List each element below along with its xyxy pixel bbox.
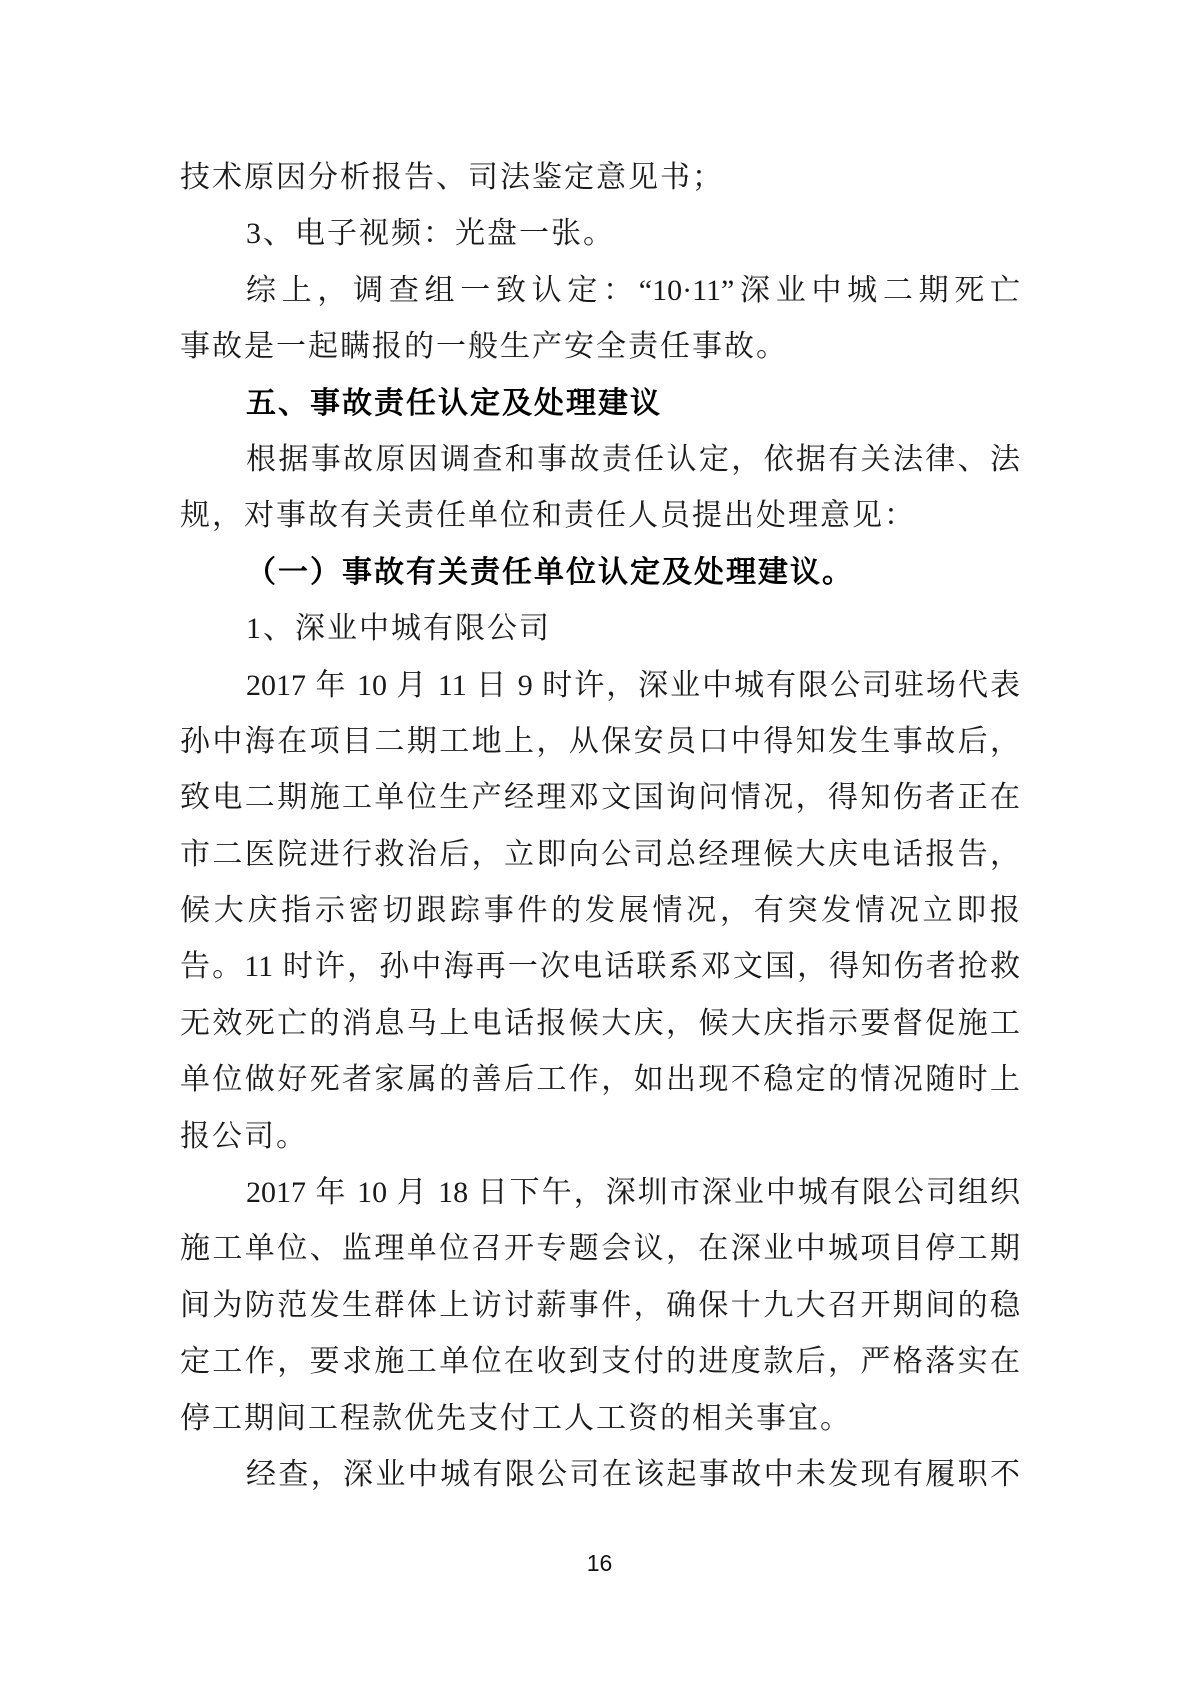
text-line: 2017 年 10 月 11 日 9 时许，深业中城有限公司驻场代表 bbox=[246, 668, 1020, 702]
text-line: 孙中海在项目二期工地上，从保安员口中得知发生事故后， bbox=[180, 724, 1020, 758]
text-line: 报公司。 bbox=[180, 1119, 308, 1153]
text-line: 告。11 时许，孙中海再一次电话联系邓文国，得知伤者抢救 bbox=[180, 950, 1020, 984]
text-line: 经查，深业中城有限公司在该起事故中未发现有履职不 bbox=[246, 1457, 1020, 1491]
text-line: 规，对事故有关责任单位和责任人员提出处理意见： bbox=[180, 499, 916, 533]
text-line: 候大庆指示密切跟踪事件的发展情况，有突发情况立即报 bbox=[180, 894, 1020, 928]
text-line: 3、电子视频：光盘一张。 bbox=[246, 217, 615, 251]
text-line: 单位做好死者家属的善后工作，如出现不稳定的情况随时上 bbox=[180, 1063, 1020, 1097]
heading-line: 五、事故责任认定及处理建议 bbox=[246, 386, 662, 420]
text-line: 致电二期施工单位生产经理邓文国询问情况，得知伤者正在 bbox=[180, 781, 1020, 815]
text-line: 技术原因分析报告、司法鉴定意见书； bbox=[180, 161, 724, 194]
text-line: 根据事故原因调查和事故责任认定，依据有关法律、法 bbox=[246, 442, 1020, 476]
page-number: 16 bbox=[586, 1550, 613, 1576]
text-line: 施工单位、监理单位召开专题会议，在深业中城项目停工期 bbox=[180, 1232, 1020, 1266]
text-line: 事故是一起瞒报的一般生产安全责任事故。 bbox=[180, 330, 788, 364]
text-line: 定工作，要求施工单位在收到支付的进度款后，严格落实在 bbox=[180, 1345, 1020, 1379]
text-line: 无效死亡的消息马上电话报候大庆，候大庆指示要督促施工 bbox=[180, 1006, 1020, 1040]
text-line: 停工期间工程款优先支付工人工资的相关事宜。 bbox=[180, 1401, 852, 1435]
heading-line: （一）事故有关责任单位认定及处理建议。 bbox=[246, 555, 854, 589]
text-line: 1、深业中城有限公司 bbox=[246, 612, 551, 646]
document-text-block bbox=[180, 150, 1020, 1503]
text-line: 间为防范发生群体上访讨薪事件，确保十九大召开期间的稳 bbox=[180, 1288, 1020, 1322]
text-line: 综上，调查组一致认定：“10·11”深业中城二期死亡 bbox=[246, 273, 1020, 307]
text-line: 市二医院进行救治后，立即向公司总经理候大庆电话报告， bbox=[180, 837, 1020, 871]
text-line: 2017 年 10 月 18 日下午，深圳市深业中城有限公司组织 bbox=[246, 1176, 1020, 1210]
